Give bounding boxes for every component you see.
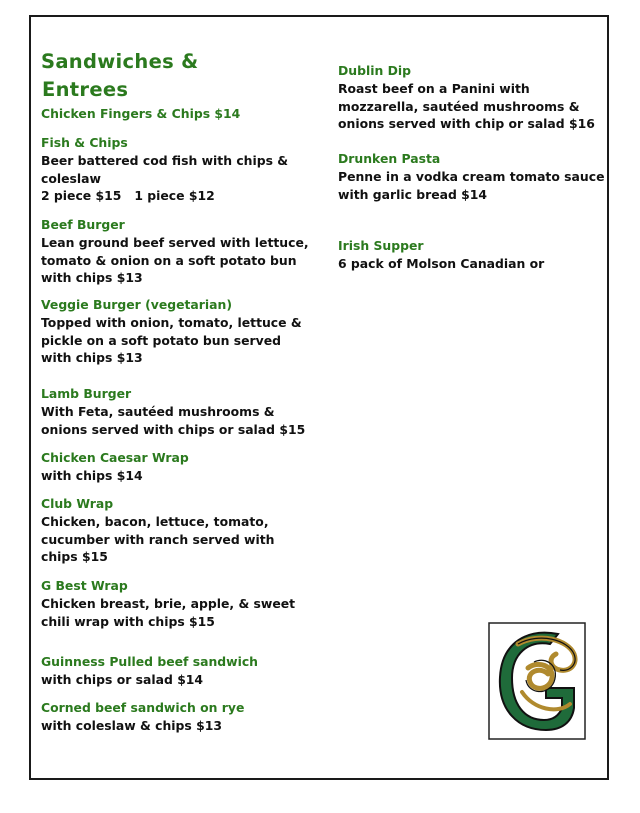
item-desc-line: Beer battered cod fish with chips &: [41, 153, 289, 168]
left-column: [41, 48, 331, 733]
section-title-line2: Entrees: [42, 78, 129, 101]
celtic-letter-g-icon: [488, 622, 586, 740]
item-desc-line: chips $15: [41, 549, 108, 565]
item-name: Fish & Chips: [41, 135, 128, 150]
item-name: Chicken Fingers & Chips $14: [41, 106, 241, 121]
item-desc-line: 6 pack of Molson Canadian or: [338, 256, 545, 271]
section-title-line1: Sandwiches &: [41, 50, 199, 73]
item-desc-line: with garlic bread $14: [338, 186, 488, 202]
item-desc-line: Topped with onion, tomato, lettuce &: [41, 315, 302, 330]
menu-item-chicken-fingers: [41, 105, 331, 123]
item-name: Drunken Pasta: [338, 151, 441, 166]
item-desc-line: Penne in a vodka cream tomato sauce: [338, 169, 605, 184]
item-desc-line: Roast beef on a Panini with: [338, 81, 530, 96]
item-name: Guinness Pulled beef sandwich: [41, 654, 258, 669]
menu-item-lamb-burger: [41, 385, 331, 438]
item-desc-line: chili wrap with chips $15: [41, 613, 215, 629]
item-name: Club Wrap: [41, 496, 114, 511]
item-desc-line: coleslaw: [41, 170, 101, 186]
menu-item-dublin-dip: [338, 62, 613, 133]
item-desc-line: with chips $13: [41, 350, 143, 366]
item-desc-line: cucumber with ranch served with: [41, 531, 275, 547]
item-desc-line: tomato & onion on a soft potato bun: [41, 252, 297, 268]
menu-item-guinness-pulled-beef: [41, 653, 331, 689]
menu-item-veggie-burger: [41, 296, 331, 367]
item-desc-line: Chicken breast, brie, apple, & sweet: [41, 596, 296, 611]
menu-item-club-wrap: [41, 495, 331, 566]
menu-item-irish-supper: [338, 237, 613, 273]
menu-item-corned-beef: [41, 699, 331, 735]
item-name: Beef Burger: [41, 217, 125, 232]
item-desc-line: with chips or salad $14: [41, 672, 204, 687]
item-desc-line: with coleslaw & chips $13: [41, 718, 222, 733]
item-name: Corned beef sandwich on rye: [41, 700, 245, 715]
item-name: Dublin Dip: [338, 63, 412, 78]
item-desc-line: onions served with chips or salad $15: [41, 421, 306, 437]
item-name: Lamb Burger: [41, 386, 132, 401]
item-name: Irish Supper: [338, 238, 424, 253]
item-desc-line: pickle on a soft potato bun served: [41, 332, 281, 348]
menu-item-beef-burger: [41, 216, 331, 287]
item-name: G Best Wrap: [41, 578, 128, 593]
item-name: Veggie Burger (vegetarian): [41, 297, 232, 312]
menu-item-g-best-wrap: [41, 577, 331, 630]
item-desc-line: with chips $14: [41, 468, 143, 483]
item-desc-line: Chicken, bacon, lettuce, tomato,: [41, 514, 269, 529]
item-price-line: 2 piece $15 1 piece $12: [41, 188, 215, 204]
item-desc-line: With Feta, sautéed mushrooms &: [41, 404, 275, 419]
section-title: [41, 48, 331, 104]
item-desc-line: Lean ground beef served with lettuce,: [41, 235, 309, 250]
menu-item-fish-chips: [41, 134, 331, 205]
item-name: Chicken Caesar Wrap: [41, 450, 189, 465]
menu-item-drunken-pasta: [338, 150, 613, 203]
menu-item-chicken-caesar-wrap: [41, 449, 331, 485]
item-desc-line: with chips $13: [41, 270, 143, 286]
item-desc-line: onions served with chip or salad $16: [338, 116, 595, 132]
item-desc-line: mozzarella, sautéed mushrooms &: [338, 98, 580, 114]
